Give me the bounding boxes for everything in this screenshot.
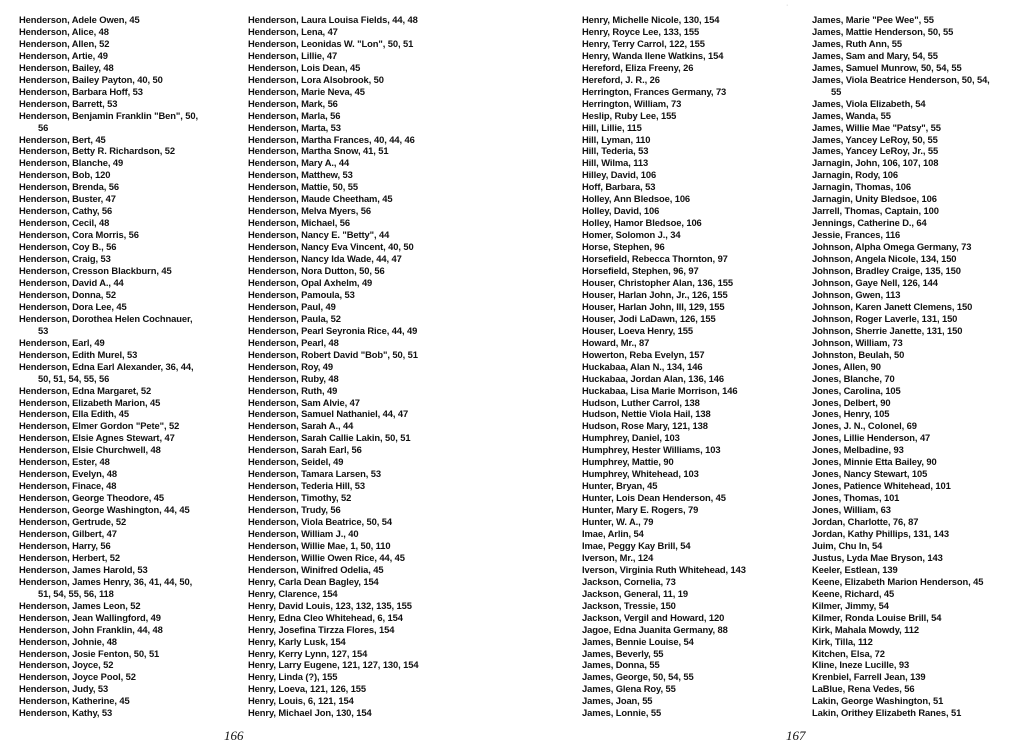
index-entry: Jones, Nancy Stewart, 105 [812, 468, 928, 480]
index-entry: Justus, Lyda Mae Bryson, 143 [812, 551, 943, 563]
index-entry: Juim, Chu In, 54 [812, 539, 883, 551]
page-number-left: 166 [224, 728, 244, 743]
index-entry: Henderson, Mattie, 50, 55 [248, 181, 359, 193]
index-entry: Henderson, Elmer Gordon "Pete", 52 [19, 420, 180, 432]
index-entry: Humphrey, Hester Williams, 103 [582, 444, 721, 456]
index-entry: Henry, Carla Dean Bagley, 154 [248, 575, 379, 587]
index-entry: Henderson, Lillie, 47 [248, 49, 338, 61]
index-entry: Hereford, J. R., 26 [582, 73, 660, 85]
index-entry: Henry, Royce Lee, 133, 155 [582, 25, 700, 37]
index-entry: Henderson, George Theodore, 45 [19, 492, 164, 504]
index-entry: Henderson, Johnie, 48 [19, 635, 117, 647]
index-entry: Henderson, Sarah A., 44 [248, 420, 354, 432]
index-entry: Henderson, Blanche, 49 [19, 157, 124, 169]
page-gutter [505, 0, 545, 750]
index-entry: Jarrell, Thomas, Captain, 100 [812, 205, 939, 217]
index-entry: Jones, William, 63 [812, 504, 891, 516]
index-entry: Henderson, Donna, 52 [19, 288, 116, 300]
index-entry: Houser, Christopher Alan, 136, 155 [582, 276, 733, 288]
index-entry: James, Sam and Mary, 54, 55 [812, 49, 938, 61]
index-entry: Henderson, Opal Axhelm, 49 [248, 276, 373, 288]
index-entry: James, Wanda, 55 [812, 109, 891, 121]
index-entry: Henderson, Craig, 53 [19, 253, 111, 265]
index-entry: Henderson, Joyce, 52 [19, 659, 114, 671]
index-entry: Jackson, Tressie, 150 [582, 599, 676, 611]
index-entry: Jones, Minnie Etta Bailey, 90 [812, 456, 937, 468]
index-entry: Henry, Kerry Lynn, 127, 154 [248, 647, 368, 659]
index-entry: Henderson, David A., 44 [19, 276, 124, 288]
index-entry: Henderson, Barrett, 53 [19, 97, 118, 109]
index-entry: Henderson, Gertrude, 52 [19, 516, 127, 528]
index-entry: Houser, Loeva Henry, 155 [582, 324, 694, 336]
index-entry: Henderson, Katherine, 45 [19, 695, 130, 707]
index-entry: Huckabaa, Lisa Marie Morrison, 146 [582, 384, 738, 396]
index-entry: Johnson, William, 73 [812, 336, 903, 348]
index-entry: Hudson, Nettie Viola Hail, 138 [582, 408, 711, 420]
index-entry: Henderson, Cora Morris, 56 [19, 229, 139, 241]
index-entry: Henderson, William J., 40 [248, 527, 359, 539]
index-entry: Henderson, Nancy Ida Wade, 44, 47 [248, 253, 402, 265]
index-entry: Keene, Elizabeth Marion Henderson, 45 [812, 575, 984, 587]
index-entry: Kirk, Tilla, 112 [812, 635, 873, 647]
index-entry: Henderson, Viola Beatrice, 50, 54 [248, 516, 392, 528]
index-entry: Houser, Harlan John, Jr., 126, 155 [582, 288, 728, 300]
index-entry: 55 [831, 85, 842, 97]
index-entry: Henderson, Nancy Eva Vincent, 40, 50 [248, 241, 414, 253]
index-entry: Iverson, Mr., 124 [582, 551, 654, 563]
index-entry: Henry, Karly Lusk, 154 [248, 635, 346, 647]
index-entry: Jones, Melbadine, 93 [812, 444, 904, 456]
index-entry: Henderson, Kathy, 53 [19, 707, 113, 719]
index-entry: Henderson, Evelyn, 48 [19, 468, 117, 480]
index-entry: Huckabaa, Jordan Alan, 136, 146 [582, 372, 724, 384]
index-entry: Henderson, Benjamin Franklin "Ben", 50, [19, 109, 198, 121]
index-entry: Henderson, Melva Myers, 56 [248, 205, 371, 217]
index-entry: Henderson, Ruth, 49 [248, 384, 338, 396]
index-entry: Imae, Peggy Kay Brill, 54 [582, 539, 691, 551]
index-entry: Henderson, Jean Wallingford, 49 [19, 611, 161, 623]
index-entry: Jackson, Vergil and Howard, 120 [582, 611, 725, 623]
index-entry: Henderson, Marie Neva, 45 [248, 85, 365, 97]
index-entry: Henderson, Coy B., 56 [19, 241, 117, 253]
index-entry: Jones, Patience Whitehead, 101 [812, 480, 951, 492]
index-entry: Lakin, George Washington, 51 [812, 695, 944, 707]
index-entry: Henderson, Marta, 53 [248, 121, 341, 133]
index-entry: Holley, Ann Bledsoe, 106 [582, 193, 691, 205]
index-entry: Henderson, Artie, 49 [19, 49, 108, 61]
index-entry: James, Lonnie, 55 [582, 707, 662, 719]
index-entry: Henderson, Harry, 56 [19, 539, 111, 551]
index-entry: Henderson, Martha Frances, 40, 44, 46 [248, 133, 415, 145]
index-entry: Henderson, Mark, 56 [248, 97, 338, 109]
index-entry: Henderson, Mary A., 44 [248, 157, 350, 169]
index-entry: Henderson, Brenda, 56 [19, 181, 120, 193]
index-entry: James, Bennie Louise, 54 [582, 635, 694, 647]
index-entry: Holley, Hamor Bledsoe, 106 [582, 217, 702, 229]
index-entry: Jagoe, Edna Juanita Germany, 88 [582, 623, 728, 635]
index-entry: Iverson, Virginia Ruth Whitehead, 143 [582, 563, 746, 575]
index-entry: Hill, Wilma, 113 [582, 157, 649, 169]
page-number-right: 167 [786, 728, 806, 743]
index-entry: Henderson, Gilbert, 47 [19, 527, 117, 539]
index-entry: Henderson, Sam Alvie, 47 [248, 396, 360, 408]
index-entry: Keeler, Estlean, 139 [812, 563, 898, 575]
index-entry: Humphrey, Whitehead, 103 [582, 468, 699, 480]
index-entry: Johnson, Sherrie Janette, 131, 150 [812, 324, 963, 336]
index-entry: Henderson, Seidel, 49 [248, 456, 344, 468]
index-entry: Horse, Stephen, 96 [582, 241, 665, 253]
index-entry: Henry, Clarence, 154 [248, 587, 338, 599]
index-entry: Henderson, Timothy, 52 [248, 492, 352, 504]
index-entry: Henderson, George Washington, 44, 45 [19, 504, 190, 516]
index-entry: Henderson, Michael, 56 [248, 217, 351, 229]
index-entry: Henderson, Cathy, 56 [19, 205, 113, 217]
index-entry: Henderson, Paula, 52 [248, 312, 341, 324]
index-entry: Huckabaa, Alan N., 134, 146 [582, 360, 703, 372]
index-entry: Henderson, Adele Owen, 45 [19, 14, 140, 25]
index-entry: James, Beverly, 55 [582, 647, 664, 659]
index-entry: Jones, Lillie Henderson, 47 [812, 432, 931, 444]
index-entry: Henderson, John Franklin, 44, 48 [19, 623, 163, 635]
index-entry: Henderson, Bailey Payton, 40, 50 [19, 73, 163, 85]
index-entry: Hilley, David, 106 [582, 169, 657, 181]
index-entry: Houser, Harlan John, III, 129, 155 [582, 300, 725, 312]
index-entry: Horsefield, Rebecca Thornton, 97 [582, 253, 728, 265]
index-entry: Kirk, Mahala Mowdy, 112 [812, 623, 919, 635]
index-entry: Jones, Carolina, 105 [812, 384, 901, 396]
index-entry: Jones, Thomas, 101 [812, 492, 900, 504]
index-entry: Henderson, James Henry, 36, 41, 44, 50, [19, 575, 193, 587]
index-entry: James, Yancey LeRoy, 50, 55 [812, 133, 938, 145]
index-entry: Johnson, Roger Laverle, 131, 150 [812, 312, 958, 324]
scan-speck: · [786, 2, 789, 9]
index-entry: Henderson, Bob, 120 [19, 169, 111, 181]
index-entry: Henderson, Elsie Agnes Stewart, 47 [19, 432, 175, 444]
index-entry: Johnson, Alpha Omega Germany, 73 [812, 241, 972, 253]
index-entry: Hunter, W. A., 79 [582, 516, 654, 528]
index-entry: Hill, Tederia, 53 [582, 145, 649, 157]
index-entry: Henry, Michelle Nicole, 130, 154 [582, 14, 720, 25]
index-entry: Henderson, Barbara Hoff, 53 [19, 85, 143, 97]
index-entry: Henderson, Paul, 49 [248, 300, 336, 312]
index-entry: Henderson, Ester, 48 [19, 456, 110, 468]
index-entry: Henderson, Edna Margaret, 52 [19, 384, 152, 396]
index-entry: Henry, Louis, 6, 121, 154 [248, 695, 354, 707]
index-entry: Jones, Henry, 105 [812, 408, 890, 420]
index-entry: Henderson, Edna Earl Alexander, 36, 44, [19, 360, 194, 372]
index-entry: Henderson, Edith Murel, 53 [19, 348, 138, 360]
index-entry: Humphrey, Mattie, 90 [582, 456, 674, 468]
index-entry: Hunter, Lois Dean Henderson, 45 [582, 492, 726, 504]
index-entry: Henderson, Finace, 48 [19, 480, 117, 492]
index-entry: Henry, Michael Jon, 130, 154 [248, 707, 372, 719]
index-entry: Henry, Wanda Ilene Watkins, 154 [582, 49, 724, 61]
index-entry: Henderson, Roy, 49 [248, 360, 334, 372]
index-column-4 [812, 14, 1022, 719]
index-entry: Heslip, Ruby Lee, 155 [582, 109, 677, 121]
index-entry: Henderson, Robert David "Bob", 50, 51 [248, 348, 418, 360]
index-entry: James, Glena Roy, 55 [582, 683, 676, 695]
index-entry: Herrington, William, 73 [582, 97, 682, 109]
index-entry: Henderson, Laura Louisa Fields, 44, 48 [248, 14, 418, 25]
index-entry: Homer, Solomon J., 34 [582, 229, 681, 241]
index-entry: Jessie, Frances, 116 [812, 229, 901, 241]
index-entry: Henderson, Bailey, 48 [19, 61, 114, 73]
index-entry: Henderson, Sarah Earl, 56 [248, 444, 362, 456]
index-entry: Johnson, Karen Janett Clemens, 150 [812, 300, 973, 312]
index-entry: Henderson, Cecil, 48 [19, 217, 110, 229]
index-entry: Henderson, Nora Dutton, 50, 56 [248, 265, 385, 277]
index-entry: Humphrey, Daniel, 103 [582, 432, 680, 444]
index-entry: Henderson, Trudy, 56 [248, 504, 341, 516]
index-entry: Kitchen, Elsa, 72 [812, 647, 885, 659]
index-column-1 [19, 14, 239, 719]
index-entry: Henderson, Pearl Seyronia Rice, 44, 49 [248, 324, 418, 336]
index-entry: Henderson, Buster, 47 [19, 193, 116, 205]
index-entry: Henderson, Pearl, 48 [248, 336, 339, 348]
index-entry: Krenbiel, Farrell Jean, 139 [812, 671, 926, 683]
index-entry: Jackson, Cornelia, 73 [582, 575, 676, 587]
index-entry: Henderson, Elizabeth Marion, 45 [19, 396, 161, 408]
index-entry: Henry, Josefina Tirzza Flores, 154 [248, 623, 395, 635]
index-entry: 56 [38, 121, 49, 133]
index-entry: Jordan, Charlotte, 76, 87 [812, 516, 919, 528]
index-entry: James, George, 50, 54, 55 [582, 671, 694, 683]
index-entry: James, Viola Elizabeth, 54 [812, 97, 926, 109]
index-entry: Henderson, James Leon, 52 [19, 599, 141, 611]
index-entry: Henderson, Dorothea Helen Cochnauer, [19, 312, 193, 324]
index-entry: Jennings, Catherine D., 64 [812, 217, 927, 229]
index-entry: Henderson, Nancy E. "Betty", 44 [248, 229, 390, 241]
index-entry: James, Ruth Ann, 55 [812, 37, 902, 49]
index-entry: Hunter, Bryan, 45 [582, 480, 658, 492]
index-entry: Henry, David Louis, 123, 132, 135, 155 [248, 599, 412, 611]
index-entry: Henry, Larry Eugene, 121, 127, 130, 154 [248, 659, 419, 671]
index-entry: James, Marie "Pee Wee", 55 [812, 14, 934, 25]
index-entry: Henderson, Josie Fenton, 50, 51 [19, 647, 160, 659]
index-entry: Henderson, Sarah Callie Lakin, 50, 51 [248, 432, 411, 444]
index-entry: Henderson, Tamara Larsen, 53 [248, 468, 382, 480]
index-entry: Henderson, Pamoula, 53 [248, 288, 355, 300]
index-entry: Henderson, Ella Edith, 45 [19, 408, 130, 420]
index-entry: Kilmer, Ronda Louise Brill, 54 [812, 611, 942, 623]
index-entry: Hudson, Rose Mary, 121, 138 [582, 420, 708, 432]
index-entry: Lakin, Orithey Elizabeth Ranes, 51 [812, 707, 962, 719]
index-entry: Henderson, Willie Owen Rice, 44, 45 [248, 551, 405, 563]
index-entry: James, Donna, 55 [582, 659, 660, 671]
index-entry: Henderson, Judy, 53 [19, 683, 109, 695]
index-entry: Jackson, General, 11, 19 [582, 587, 689, 599]
index-entry: Jarnagin, John, 106, 107, 108 [812, 157, 939, 169]
index-entry: James, Joan, 55 [582, 695, 653, 707]
index-entry: Henderson, Marla, 56 [248, 109, 341, 121]
index-entry: Keene, Richard, 45 [812, 587, 895, 599]
index-entry: Henderson, Matthew, 53 [248, 169, 353, 181]
index-entry: Hunter, Mary E. Rogers, 79 [582, 504, 699, 516]
index-entry: Hill, Lillie, 115 [582, 121, 642, 133]
index-entry: Henderson, Leonidas W. "Lon", 50, 51 [248, 37, 414, 49]
index-entry: 51, 54, 55, 56, 118 [38, 587, 114, 599]
index-entry: LaBlue, Rena Vedes, 56 [812, 683, 915, 695]
index-entry: Henderson, Lois Dean, 45 [248, 61, 361, 73]
index-entry: Henderson, Alice, 48 [19, 25, 109, 37]
index-entry: Henderson, Lena, 47 [248, 25, 338, 37]
index-entry: Kline, Ineze Lucille, 93 [812, 659, 910, 671]
index-entry: Hereford, Eliza Freeny, 26 [582, 61, 694, 73]
index-entry: Hudson, Luther Carrol, 138 [582, 396, 700, 408]
index-entry: James, Viola Beatrice Henderson, 50, 54, [812, 73, 990, 85]
index-entry: Johnson, Gwen, 113 [812, 288, 901, 300]
index-entry: Henderson, Samuel Nathaniel, 44, 47 [248, 408, 409, 420]
index-entry: Jones, Delbert, 90 [812, 396, 891, 408]
index-entry: Hoff, Barbara, 53 [582, 181, 656, 193]
index-entry: Henderson, Maude Cheetham, 45 [248, 193, 393, 205]
index-entry: Henderson, Willie Mae, 1, 50, 110 [248, 539, 391, 551]
index-entry: Henry, Loeva, 121, 126, 155 [248, 683, 367, 695]
index-entry: Henderson, Tederia Hill, 53 [248, 480, 365, 492]
index-entry: Henderson, Betty R. Richardson, 52 [19, 145, 176, 157]
index-entry: Johnson, Angela Nicole, 134, 150 [812, 253, 957, 265]
index-entry: Henderson, Herbert, 52 [19, 551, 120, 563]
index-column-2 [248, 14, 478, 719]
index-entry: Jones, J. N., Colonel, 69 [812, 420, 917, 432]
index-entry: Houser, Jodi LaDawn, 126, 155 [582, 312, 716, 324]
index-entry: Henderson, Dora Lee, 45 [19, 300, 127, 312]
index-entry: Holley, David, 106 [582, 205, 660, 217]
index-entry: Herrington, Frances Germany, 73 [582, 85, 727, 97]
index-entry: Howard, Mr., 87 [582, 336, 650, 348]
index-entry: Jones, Allen, 90 [812, 360, 881, 372]
index-entry: Henderson, Elsie Churchwell, 48 [19, 444, 161, 456]
index-entry: Kilmer, Jimmy, 54 [812, 599, 889, 611]
index-entry: Henderson, Martha Snow, 41, 51 [248, 145, 389, 157]
index-entry: Jarnagin, Rody, 106 [812, 169, 898, 181]
index-entry: Henderson, Lora Alsobrook, 50 [248, 73, 384, 85]
index-entry: Jarnagin, Thomas, 106 [812, 181, 911, 193]
index-entry: Henry, Terry Carrol, 122, 155 [582, 37, 705, 49]
index-entry: 53 [38, 324, 49, 336]
index-entry: James, Yancey LeRoy, Jr., 55 [812, 145, 939, 157]
index-entry: James, Mattie Henderson, 50, 55 [812, 25, 954, 37]
index-entry: Hill, Lyman, 110 [582, 133, 651, 145]
index-entry: Jarnagin, Unity Bledsoe, 106 [812, 193, 937, 205]
index-entry: Horsefield, Stephen, 96, 97 [582, 265, 699, 277]
index-entry: James, Samuel Munrow, 50, 54, 55 [812, 61, 962, 73]
index-entry: Henderson, Bert, 45 [19, 133, 106, 145]
index-entry: Henderson, Cresson Blackburn, 45 [19, 265, 172, 277]
index-entry: Johnson, Gaye Nell, 126, 144 [812, 276, 938, 288]
index-entry: James, Willie Mae "Patsy", 55 [812, 121, 941, 133]
index-entry: Henderson, Joyce Pool, 52 [19, 671, 136, 683]
index-entry: Henderson, Allen, 52 [19, 37, 110, 49]
index-entry: Henry, Linda (?), 155 [248, 671, 338, 683]
index-column-3 [582, 14, 792, 719]
index-entry: Henderson, Earl, 49 [19, 336, 105, 348]
index-entry: Jones, Blanche, 70 [812, 372, 895, 384]
index-entry: Henderson, James Harold, 53 [19, 563, 148, 575]
index-entry: 50, 51, 54, 55, 56 [38, 372, 110, 384]
index-entry: Jordan, Kathy Phillips, 131, 143 [812, 527, 949, 539]
index-entry: Henry, Edna Cleo Whitehead, 6, 154 [248, 611, 403, 623]
index-entry: Henderson, Winifred Odelia, 45 [248, 563, 384, 575]
index-entry: Johnson, Bradley Craige, 135, 150 [812, 265, 961, 277]
index-entry: Imae, Arlin, 54 [582, 527, 644, 539]
index-entry: Henderson, Ruby, 48 [248, 372, 339, 384]
index-entry: Howerton, Reba Evelyn, 157 [582, 348, 705, 360]
index-entry: Johnston, Beulah, 50 [812, 348, 905, 360]
